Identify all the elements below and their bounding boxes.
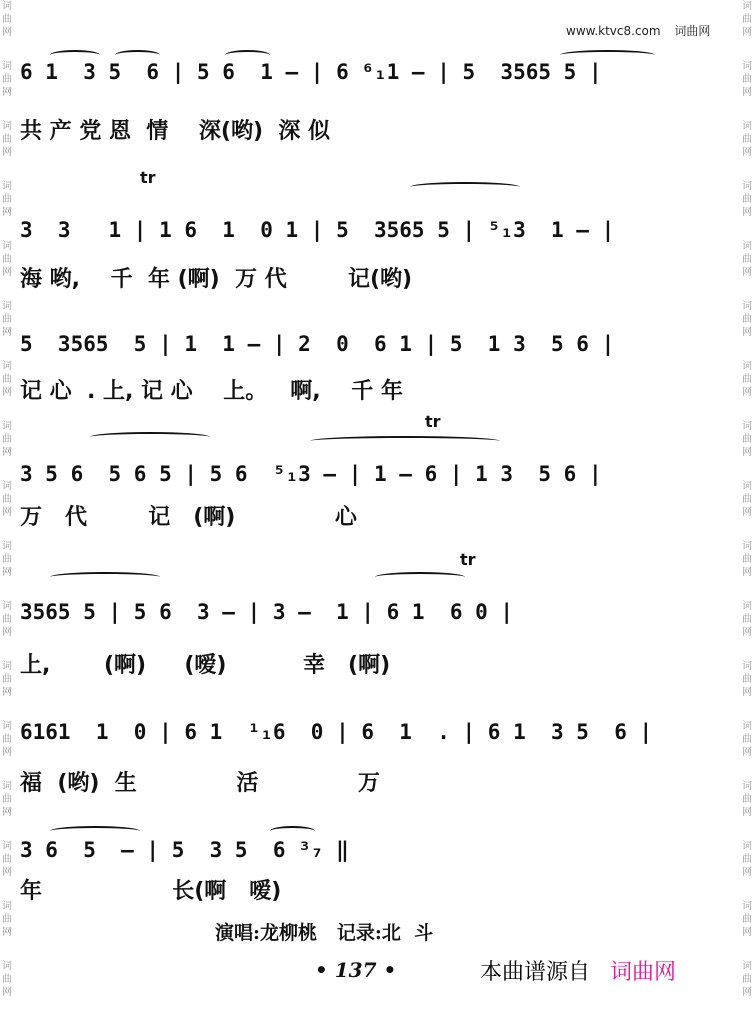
watermark-char: 词 [742,721,752,732]
watermark-group [740,840,754,900]
watermark-char: 曲 [2,974,12,985]
watermark-char: 曲 [2,134,12,145]
watermark-group [740,900,754,960]
watermark-char: 网 [2,87,12,98]
watermark-char: 词 [742,961,752,972]
watermark-group [0,900,14,960]
watermark-char: 曲 [742,254,752,265]
watermark-char: 网 [2,807,12,818]
lyrics-line-4: 万 代 记 (啊) 心 [20,505,357,530]
watermark-char: 网 [2,747,12,758]
notation-line-5: 3565 5 | 5 6 3 — | 3 — 1 | 6 1 6 0 | [20,600,514,624]
watermark-char: 曲 [742,194,752,205]
watermark-group [740,300,754,360]
watermark-char: 词 [742,181,752,192]
watermark-char: 网 [2,147,12,158]
watermark-char: 词 [742,1,752,12]
watermark-char: 曲 [742,494,752,505]
watermark-group [0,600,14,660]
watermark-char: 网 [742,387,752,398]
watermark-char: 词 [2,301,12,312]
watermark-char: 词 [742,241,752,252]
watermark-char: 曲 [2,674,12,685]
watermark-group [740,240,754,300]
site-watermark [566,22,710,39]
watermark-char: 网 [2,507,12,518]
left-watermark-strip [0,0,14,1015]
trill-mark: tr [460,550,476,569]
watermark-char: 网 [742,807,752,818]
watermark-char: 词 [742,121,752,132]
watermark-char: 网 [742,987,752,998]
watermark-char: 曲 [2,254,12,265]
lyrics-line-3: 记 心 . 上, 记 心 上。 啊, 千 年 [20,379,403,404]
watermark-char: 网 [2,687,12,698]
watermark-group [740,660,754,720]
notation-line-4: 3 5 6 5 6 5 | 5 6 ⁵₁3 — | 1 — 6 | 1 3 5 6 | [20,462,602,486]
watermark-char: 网 [742,147,752,158]
watermark-char: 曲 [742,974,752,985]
notation-line-7: 3 6 5 — | 5 3 5 6 ³₇ ‖ [20,838,349,862]
watermark-char: 词 [2,601,12,612]
watermark-char: 曲 [742,914,752,925]
slur [375,572,465,582]
watermark-char: 词 [742,301,752,312]
performer-credits: 演唱:龙柳桃 记录:北 斗 [215,922,434,944]
notation-line-6: 6161 1 0 | 6 1 ¹₁6 0 | 6 1 . | 6 1 3 5 6 | [20,720,653,744]
notation-line-3: 5 3565 5 | 1 1 — | 2 0 6 1 | 5 1 3 5 6 | [20,332,615,356]
watermark-char: 曲 [742,434,752,445]
slur [90,432,210,442]
watermark-char: 词 [2,661,12,672]
watermark-char: 词 [2,361,12,372]
watermark-char: 曲 [2,194,12,205]
watermark-char: 词 [2,961,12,972]
site-name: 词曲网 [674,24,711,38]
watermark-char: 曲 [2,734,12,745]
slur [225,50,270,60]
watermark-char: 曲 [2,74,12,85]
watermark-char: 曲 [742,134,752,145]
watermark-char: 网 [742,327,752,338]
watermark-char: 网 [2,927,12,938]
watermark-group [740,0,754,60]
watermark-char: 词 [742,421,752,432]
watermark-char: 词 [2,61,12,72]
watermark-group [740,960,754,1015]
watermark-char: 网 [742,747,752,758]
watermark-char: 曲 [742,14,752,25]
watermark-char: 词 [2,541,12,552]
watermark-char: 网 [2,627,12,638]
slur [270,826,315,836]
watermark-char: 网 [2,207,12,218]
watermark-group [740,780,754,840]
watermark-char: 网 [2,447,12,458]
watermark-group [0,480,14,540]
trill-mark: tr [425,412,441,431]
watermark-char: 网 [742,27,752,38]
slur [115,50,160,60]
watermark-char: 词 [742,361,752,372]
footer-brand-link[interactable]: 词曲网 [610,960,677,985]
watermark-char: 曲 [742,554,752,565]
watermark-group [740,180,754,240]
watermark-group [740,60,754,120]
watermark-char: 网 [742,447,752,458]
watermark-group [740,120,754,180]
watermark-group [0,720,14,780]
lyrics-line-2: 海 哟, 千 年 (啊) 万 代 记(哟) [20,267,413,292]
watermark-group [0,240,14,300]
watermark-char: 词 [742,781,752,792]
watermark-group [0,960,14,1015]
watermark-char: 曲 [742,614,752,625]
watermark-char: 词 [2,481,12,492]
slur [50,50,100,60]
notation-line-1: 6 1 3 5 6 | 5 6 1 — | 6 ⁶₁1 — | 5 3565 5 | [20,60,602,84]
watermark-char: 网 [742,207,752,218]
watermark-char: 词 [2,1,12,12]
watermark-char: 网 [742,267,752,278]
watermark-group [0,60,14,120]
watermark-char: 曲 [2,614,12,625]
watermark-char: 曲 [742,674,752,685]
watermark-char: 曲 [2,494,12,505]
watermark-group [740,480,754,540]
watermark-char: 网 [2,567,12,578]
watermark-group [0,660,14,720]
watermark-group [740,600,754,660]
watermark-group [740,540,754,600]
watermark-char: 词 [2,841,12,852]
watermark-char: 网 [742,627,752,638]
watermark-char: 曲 [2,854,12,865]
slur [560,50,655,60]
watermark-char: 网 [2,987,12,998]
watermark-char: 词 [742,481,752,492]
watermark-char: 词 [2,421,12,432]
watermark-group [0,0,14,60]
watermark-char: 网 [2,267,12,278]
page-number: • 137 • [315,958,397,982]
watermark-char: 网 [742,687,752,698]
watermark-group [0,120,14,180]
notation-line-2: 3 3 1 | 1 6 1 0 1 | 5 3565 5 | ⁵₁3 1 — | [20,218,615,242]
watermark-group [0,840,14,900]
watermark-char: 词 [2,721,12,732]
watermark-char: 曲 [2,434,12,445]
watermark-char: 曲 [2,14,12,25]
watermark-group [740,720,754,780]
watermark-char: 词 [742,601,752,612]
watermark-group [0,300,14,360]
watermark-char: 词 [2,181,12,192]
slur [310,436,500,446]
lyrics-line-7: 年 长(啊 嗳) [20,879,282,904]
watermark-group [0,540,14,600]
watermark-group [740,420,754,480]
watermark-group [740,360,754,420]
lyrics-line-6: 福 (哟) 生 活 万 [20,771,380,796]
watermark-char: 曲 [742,854,752,865]
watermark-group [0,180,14,240]
lyrics-line-1: 共 产 党 恩 情 深(哟) 深 似 [20,119,331,144]
watermark-char: 词 [742,61,752,72]
watermark-char: 网 [2,27,12,38]
watermark-char: 曲 [2,314,12,325]
watermark-char: 曲 [2,374,12,385]
watermark-group [0,420,14,480]
watermark-char: 曲 [742,74,752,85]
watermark-char: 词 [2,241,12,252]
watermark-char: 词 [2,781,12,792]
watermark-char: 曲 [742,374,752,385]
slur [50,826,140,836]
watermark-group [0,780,14,840]
slur [50,572,160,582]
site-url: www.ktvc8.com [566,24,661,38]
watermark-char: 网 [2,867,12,878]
watermark-char: 词 [742,541,752,552]
score-sheet [20,0,734,1015]
watermark-char: 曲 [2,794,12,805]
trill-mark: tr [140,168,156,187]
watermark-char: 网 [2,387,12,398]
watermark-char: 词 [742,841,752,852]
watermark-char: 曲 [2,554,12,565]
slur [410,182,520,192]
watermark-group [0,360,14,420]
right-watermark-strip [740,0,754,1015]
watermark-char: 网 [742,567,752,578]
watermark-char: 网 [742,507,752,518]
watermark-char: 曲 [742,734,752,745]
watermark-char: 曲 [742,794,752,805]
watermark-char: 网 [2,327,12,338]
watermark-char: 曲 [2,914,12,925]
lyrics-line-5: 上, (啊) (嗳) 幸 (啊) [20,653,391,678]
watermark-char: 网 [742,927,752,938]
footer-source-label: 本曲谱源自 [480,960,591,985]
watermark-char: 词 [2,901,12,912]
watermark-char: 网 [742,867,752,878]
watermark-char: 词 [742,901,752,912]
watermark-char: 词 [742,661,752,672]
watermark-char: 曲 [742,314,752,325]
watermark-char: 网 [742,87,752,98]
watermark-char: 词 [2,121,12,132]
